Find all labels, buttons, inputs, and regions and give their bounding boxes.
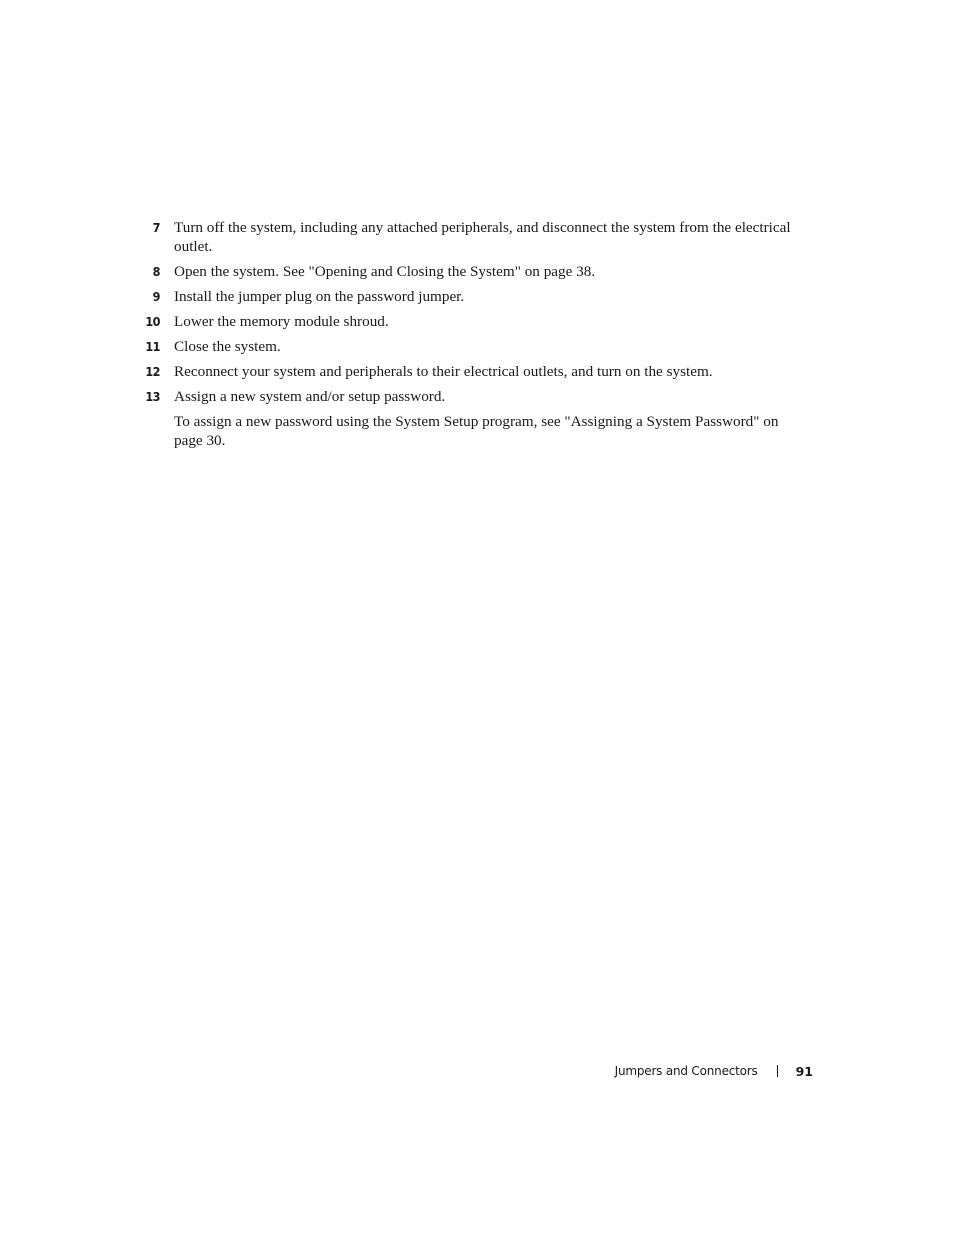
step-8	[140, 262, 820, 281]
step-text: Assign a new system and/or setup password.	[174, 388, 446, 405]
procedure-steps	[140, 218, 820, 456]
step-number: 13	[145, 389, 160, 404]
step-number: 11	[145, 339, 160, 354]
footer-section-title: Jumpers and Connectors	[614, 1064, 758, 1078]
page-footer	[615, 1061, 813, 1081]
step-number: 10	[145, 314, 160, 329]
step-number: 7	[152, 220, 160, 235]
step-number: 9	[152, 289, 160, 304]
step-11	[140, 337, 820, 356]
step-text: Open the system. See "Opening and Closing the System" on page 38.	[174, 263, 596, 280]
footer-separator	[777, 1065, 778, 1077]
page-number: 91	[795, 1063, 813, 1079]
step-note: To assign a new password using the System Setup program, see "Assigning a System Password" on page 30.	[174, 413, 779, 449]
step-number: 12	[145, 364, 160, 379]
step-text: Install the jumper plug on the password jumper.	[174, 288, 465, 305]
step-text: Lower the memory module shroud.	[174, 313, 389, 330]
step-number: 8	[152, 264, 160, 279]
step-7	[140, 218, 820, 256]
step-text: Turn off the system, including any attached peripherals, and disconnect the system from the electrical outlet.	[174, 219, 791, 255]
step-text: Close the system.	[174, 338, 281, 355]
step-text: Reconnect your system and peripherals to their electrical outlets, and turn on the system.	[174, 363, 713, 380]
step-12	[140, 362, 820, 381]
step-10	[140, 312, 820, 331]
step-9	[140, 287, 820, 306]
step-13	[140, 387, 820, 450]
